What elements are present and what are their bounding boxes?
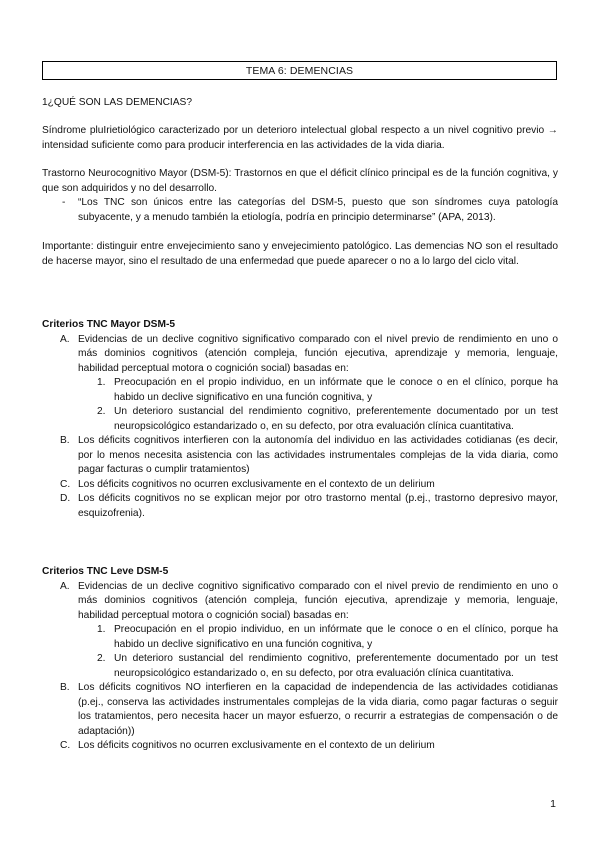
important-paragraph	[42, 240, 558, 269]
definition-text: Síndrome pluIrietiológico caracterizado por un deterioro intelectual global respecto a un nivel cognitivo previo → intensidad suficiente como para producir interferencia en las actividades de la vida diaria.	[42, 125, 558, 151]
sub-criterion-item	[78, 623, 558, 652]
sub-criterion-item	[78, 652, 558, 681]
mayor-criteria-list	[42, 333, 558, 522]
criterion-text: Los déficits cognitivos NO interfieren en la capacidad de independencia de las actividades cotidianas (p.ej., conserva las actividades instrumentales complejas de la vida diaria, como pagar facturas o seguir los tratamientos, pero necesita hacer un mayor esfuerzo, o recurrir a estrategias de compensación o de adaptación))	[78, 682, 558, 737]
important-text: Importante: distinguir entre envejecimiento sano y envejecimiento patológico. Las demencias NO son el resultado de hacerse mayor, sino el resultado de una enfermedad que puede aparecer o no a lo largo del ciclo vital.	[42, 241, 558, 267]
criterion-marker: A.	[60, 333, 70, 345]
page-number: 1	[550, 798, 556, 810]
criterion-item	[42, 739, 558, 754]
sub-criterion-marker: 1.	[97, 624, 106, 635]
criterion-marker: C.	[60, 740, 71, 751]
sub-criterion-text: Preocupación en el propio individuo, en un infórmate que le conoce o en el clínico, porque ha habido un declive significativo en una función cognitiva, y	[114, 377, 558, 403]
criterion-item	[42, 492, 558, 521]
sub-criterion-item	[78, 376, 558, 405]
sub-criterion-marker: 2.	[97, 406, 106, 417]
mayor-criteria-section	[42, 318, 558, 521]
criterion-item	[42, 434, 558, 478]
criterion-text: Los déficits cognitivos no ocurren exclusivamente en el contexto de un delirium	[78, 740, 435, 751]
tnc-definition-block	[42, 167, 558, 225]
sub-criterion-marker: 2.	[97, 653, 106, 664]
sub-criterion-text: Preocupación en el propio individuo, en un infórmate que le conoce o en el clínico, porque ha habido un declive significativo en una función cognitiva, y	[114, 624, 558, 650]
sub-criteria-list	[78, 376, 558, 434]
sub-criterion-text: Un deterioro sustancial del rendimiento cognitivo, preferentemente documentado por un test neuropsicológico estandarizado o, en su defecto, por otra evaluación clínica cuantitativa.	[114, 406, 558, 432]
tnc-definition-text: Trastorno Neurocognitivo Mayor (DSM-5): Trastornos en que el déficit clínico principal es de la función cognitiva, y que son adquiridos y no del desarrollo.	[42, 168, 558, 194]
criterion-marker: B.	[60, 682, 70, 693]
apa-quote-text: “Los TNC son únicos entre las categorías del DSM-5, puesto que son síndromes cuya patología subyacente, y a menudo también la etiología, podría en principio determinarse” (APA, 2013).	[78, 197, 558, 223]
criterion-text: Los déficits cognitivos interfieren con la autonomía del individuo en las actividades cotidianas (es decir, por lo menos necesita asistencia con las actividades instrumentales complejas de la vida diaria, como pagar facturas o cumplir tratamientos)	[78, 435, 558, 475]
section-heading	[42, 96, 558, 111]
definition-paragraph	[42, 124, 558, 153]
criterion-text: Los déficits cognitivos no ocurren exclusivamente en el contexto de un delirium	[78, 478, 435, 490]
criterion-marker: D.	[60, 493, 71, 504]
criterion-marker: A.	[60, 580, 70, 592]
criterion-marker: C.	[60, 478, 71, 490]
leve-criteria-section	[42, 565, 558, 754]
sub-criterion-text: Un deterioro sustancial del rendimiento cognitivo, preferentemente documentado por un test neuropsicológico estandarizado o, en su defecto, por otra evaluación clínica cuantitativa.	[114, 653, 558, 679]
apa-quote-item	[42, 196, 558, 225]
criterion-item	[42, 478, 558, 493]
criterion-item	[42, 333, 558, 435]
section-heading-text: 1¿QUÉ SON LAS DEMENCIAS?	[42, 97, 193, 108]
page-title: TEMA 6: DEMENCIAS	[42, 61, 557, 80]
criterion-text: Los déficits cognitivos no se explican mejor por otro trastorno mental (p.ej., trastorno depresivo mayor, esquizofrenia).	[78, 493, 558, 519]
leve-criteria-heading: Criterios TNC Leve DSM-5	[42, 566, 169, 577]
criterion-item	[42, 681, 558, 739]
sub-criteria-list	[78, 623, 558, 681]
mayor-criteria-heading: Criterios TNC Mayor DSM-5	[42, 319, 176, 330]
dash-marker: -	[62, 197, 66, 208]
criterion-text: Evidencias de un declive cognitivo significativo comparado con el nivel previo de rendimiento en uno o más dominios cognitivos (atención compleja, función ejecutiva, aprendizaje y memoria, lenguaje, habilidad perceptual motora o cognición social) basadas en:	[78, 333, 558, 374]
sub-criterion-marker: 1.	[97, 377, 106, 388]
criterion-text: Evidencias de un declive cognitivo significativo comparado con el nivel previo de rendimiento en uno o más dominios cognitivos (atención compleja, función ejecutiva, aprendizaje y memoria, lenguaje, habilidad perceptual motora o cognición social) basadas en:	[78, 580, 558, 621]
criterion-item	[42, 580, 558, 682]
sub-criterion-item	[78, 405, 558, 434]
criterion-marker: B.	[60, 435, 70, 446]
leve-criteria-list	[42, 580, 558, 754]
